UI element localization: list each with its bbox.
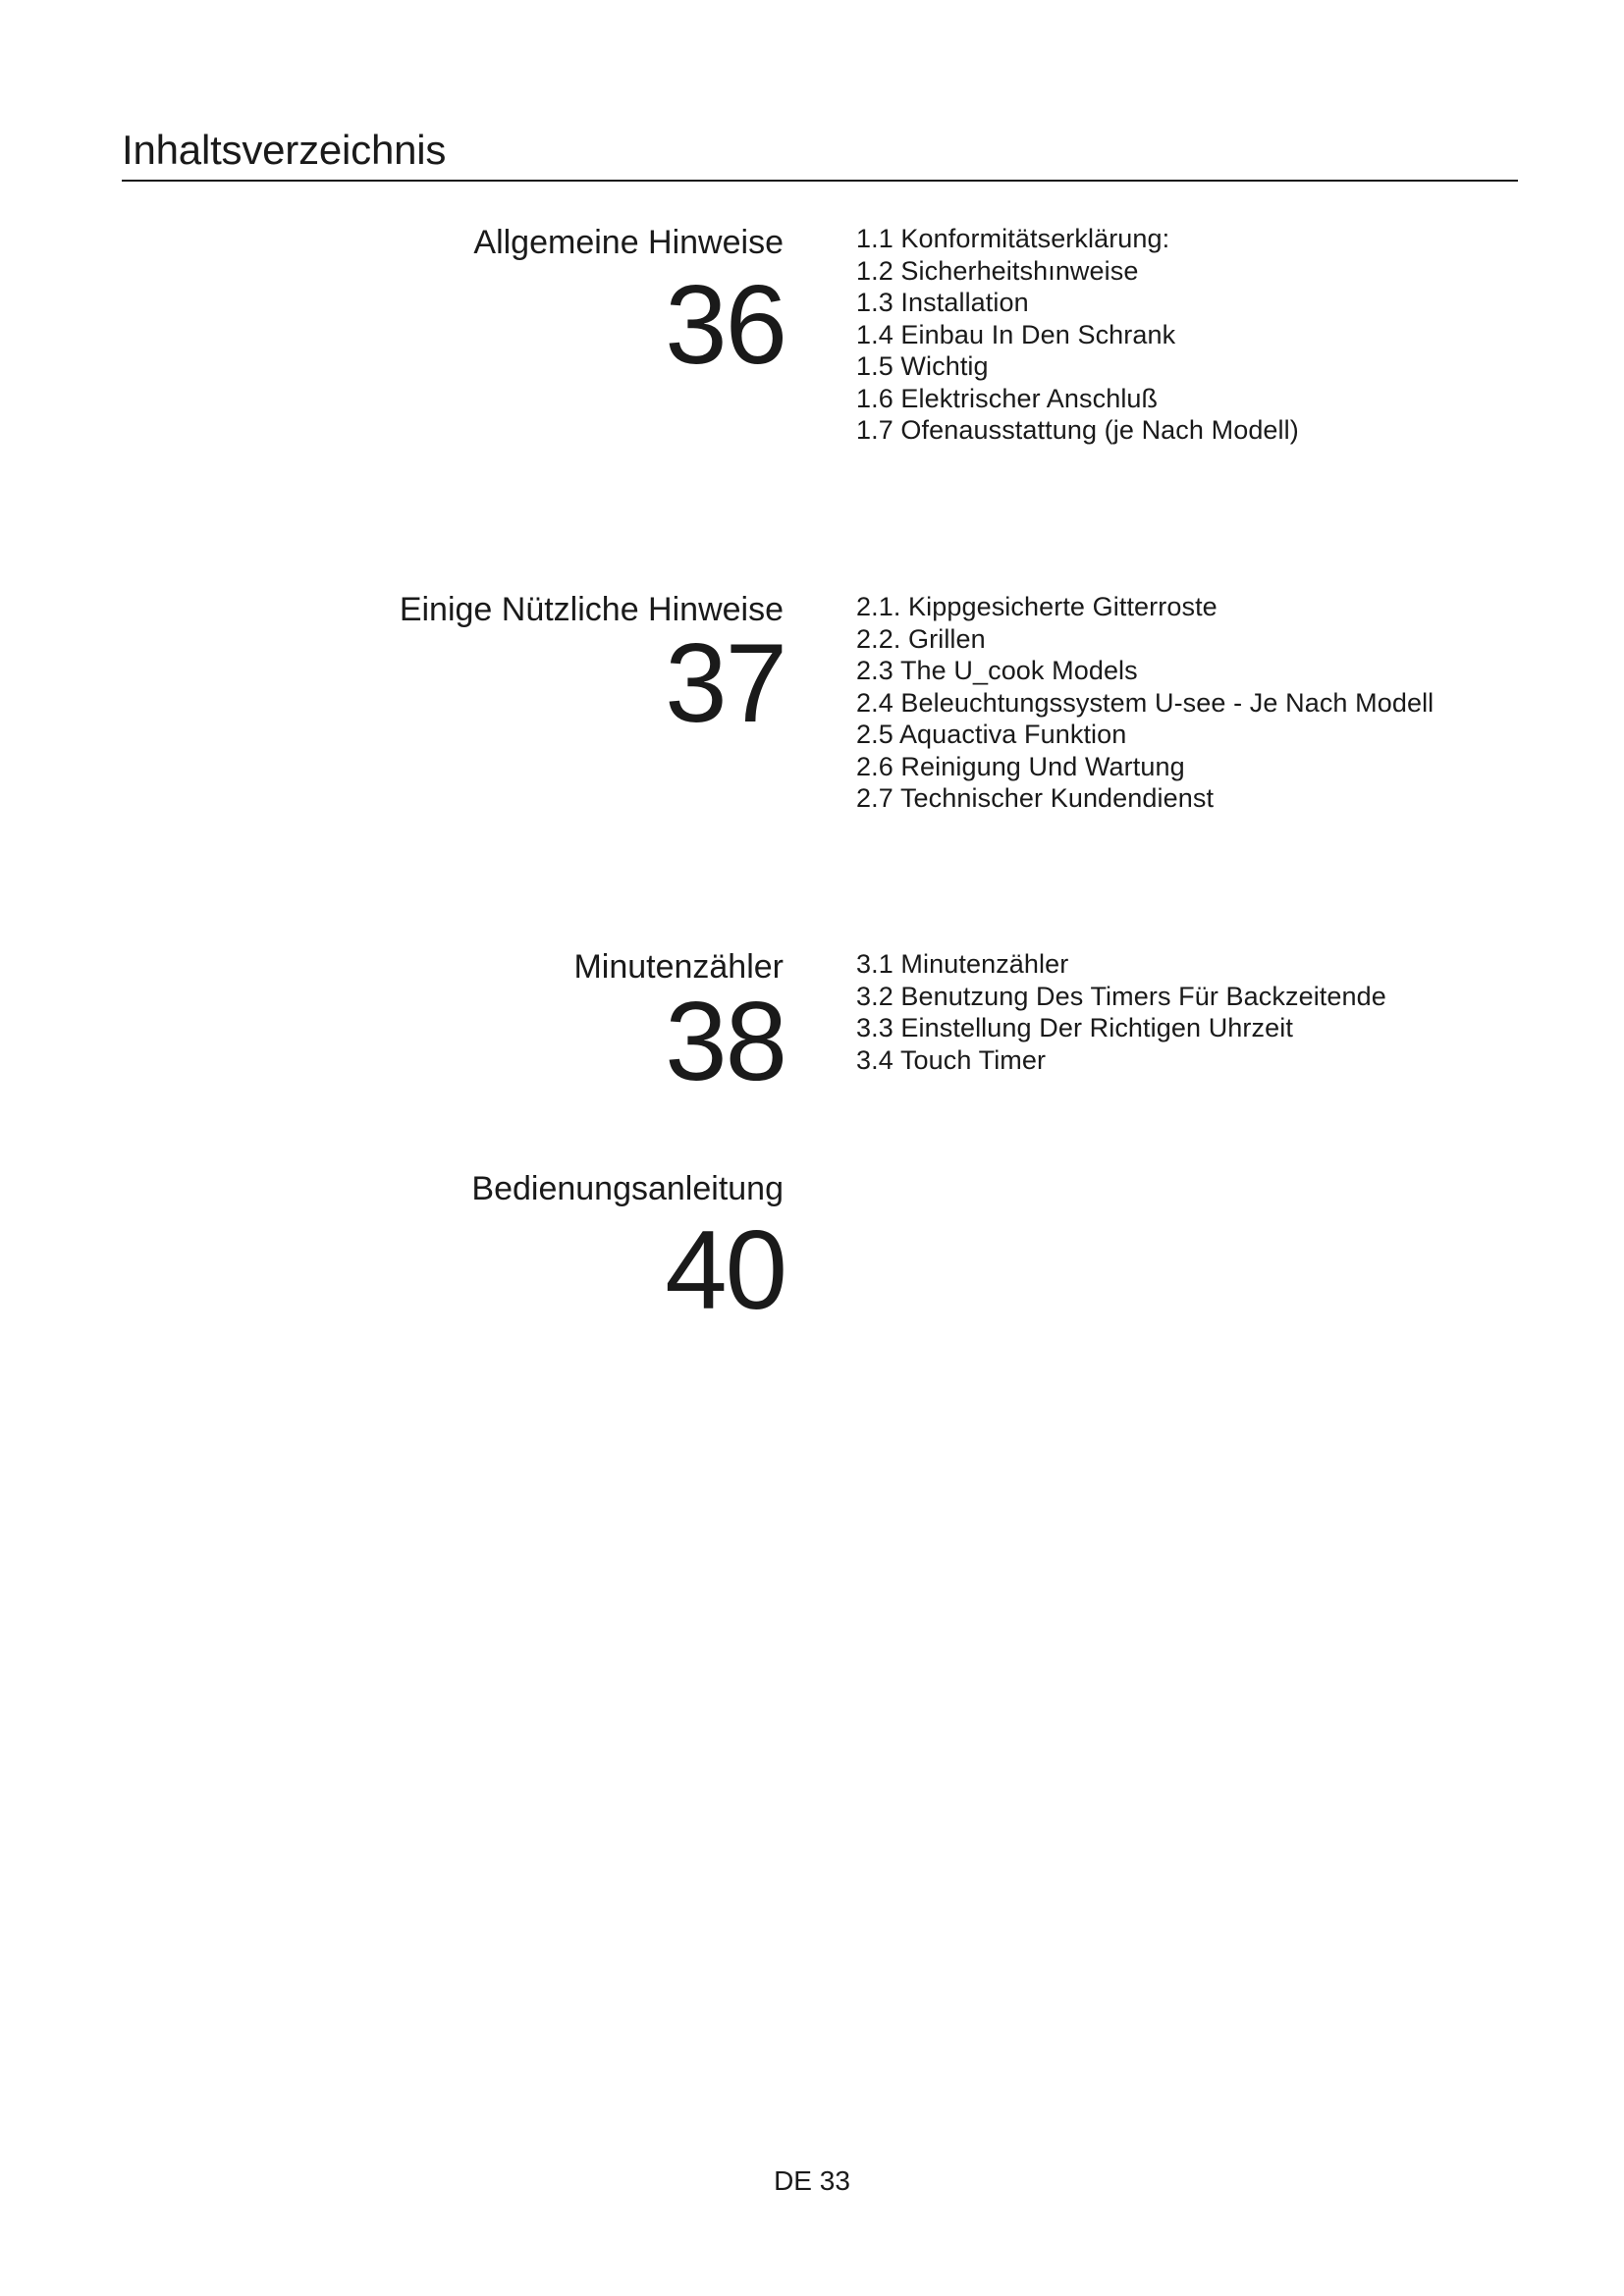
section-page-number-37: 37 (665, 621, 785, 746)
toc-item: 2.4 Beleuchtungssystem U-see - Je Nach Modell (856, 687, 1435, 718)
toc-item: 1.6 Elektrischer Anschluß (856, 383, 1159, 413)
toc-item: 3.2 Benutzung Des Timers Für Backzeitende (856, 981, 1386, 1011)
toc-item: 2.3 The U_cook Models (856, 656, 1138, 685)
section-page-number-40: 40 (665, 1208, 785, 1333)
toc-item: 2.6 Reinigung Und Wartung (856, 751, 1185, 781)
toc-item: 2.7 Technischer Kundendienst (856, 783, 1215, 813)
toc-item: 3.3 Einstellung Der Richtigen Uhrzeit (856, 1013, 1293, 1042)
title-underline (122, 180, 1518, 182)
toc-item: 2.1. Kippgesicherte Gitterroste (856, 592, 1218, 621)
section-items-minutenzaehler (856, 948, 1386, 1076)
section-items-allgemeine-hinweise (856, 223, 1299, 447)
toc-item: 1.3 Installation (856, 288, 1029, 317)
toc-item: 1.1 Konformitätserklärung: (856, 224, 1170, 253)
page-title: Inhaltsverzeichnis (122, 127, 447, 173)
section-items-einige-nuetzliche-hinweise (856, 591, 1434, 815)
toc-item: 2.2. Grillen (856, 623, 986, 654)
toc-item: 3.1 Minutenzähler (856, 949, 1069, 979)
section-heading-minutenzaehler: Minutenzähler (573, 948, 784, 986)
section-heading-allgemeine-hinweise: Allgemeine Hinweise (473, 224, 784, 261)
section-page-number-38: 38 (665, 980, 785, 1104)
section-heading-bedienungsanleitung: Bedienungsanleitung (471, 1170, 784, 1207)
toc-item: 3.4 Touch Timer (856, 1044, 1047, 1075)
section-page-number-36: 36 (665, 263, 785, 388)
toc-item: 1.4 Einbau In Den Schrank (856, 319, 1176, 349)
toc-item: 1.2 Sicherheitshınweise (856, 255, 1139, 286)
toc-item: 1.7 Ofenausstattung (je Nach Modell) (856, 415, 1299, 445)
page-footer: DE 33 (774, 2165, 850, 2196)
section-heading-einige-nuetzliche-hinweise: Einige Nützliche Hinweise (399, 591, 784, 628)
toc-item: 2.5 Aquactiva Funktion (856, 720, 1127, 749)
toc-item: 1.5 Wichtig (856, 351, 989, 381)
